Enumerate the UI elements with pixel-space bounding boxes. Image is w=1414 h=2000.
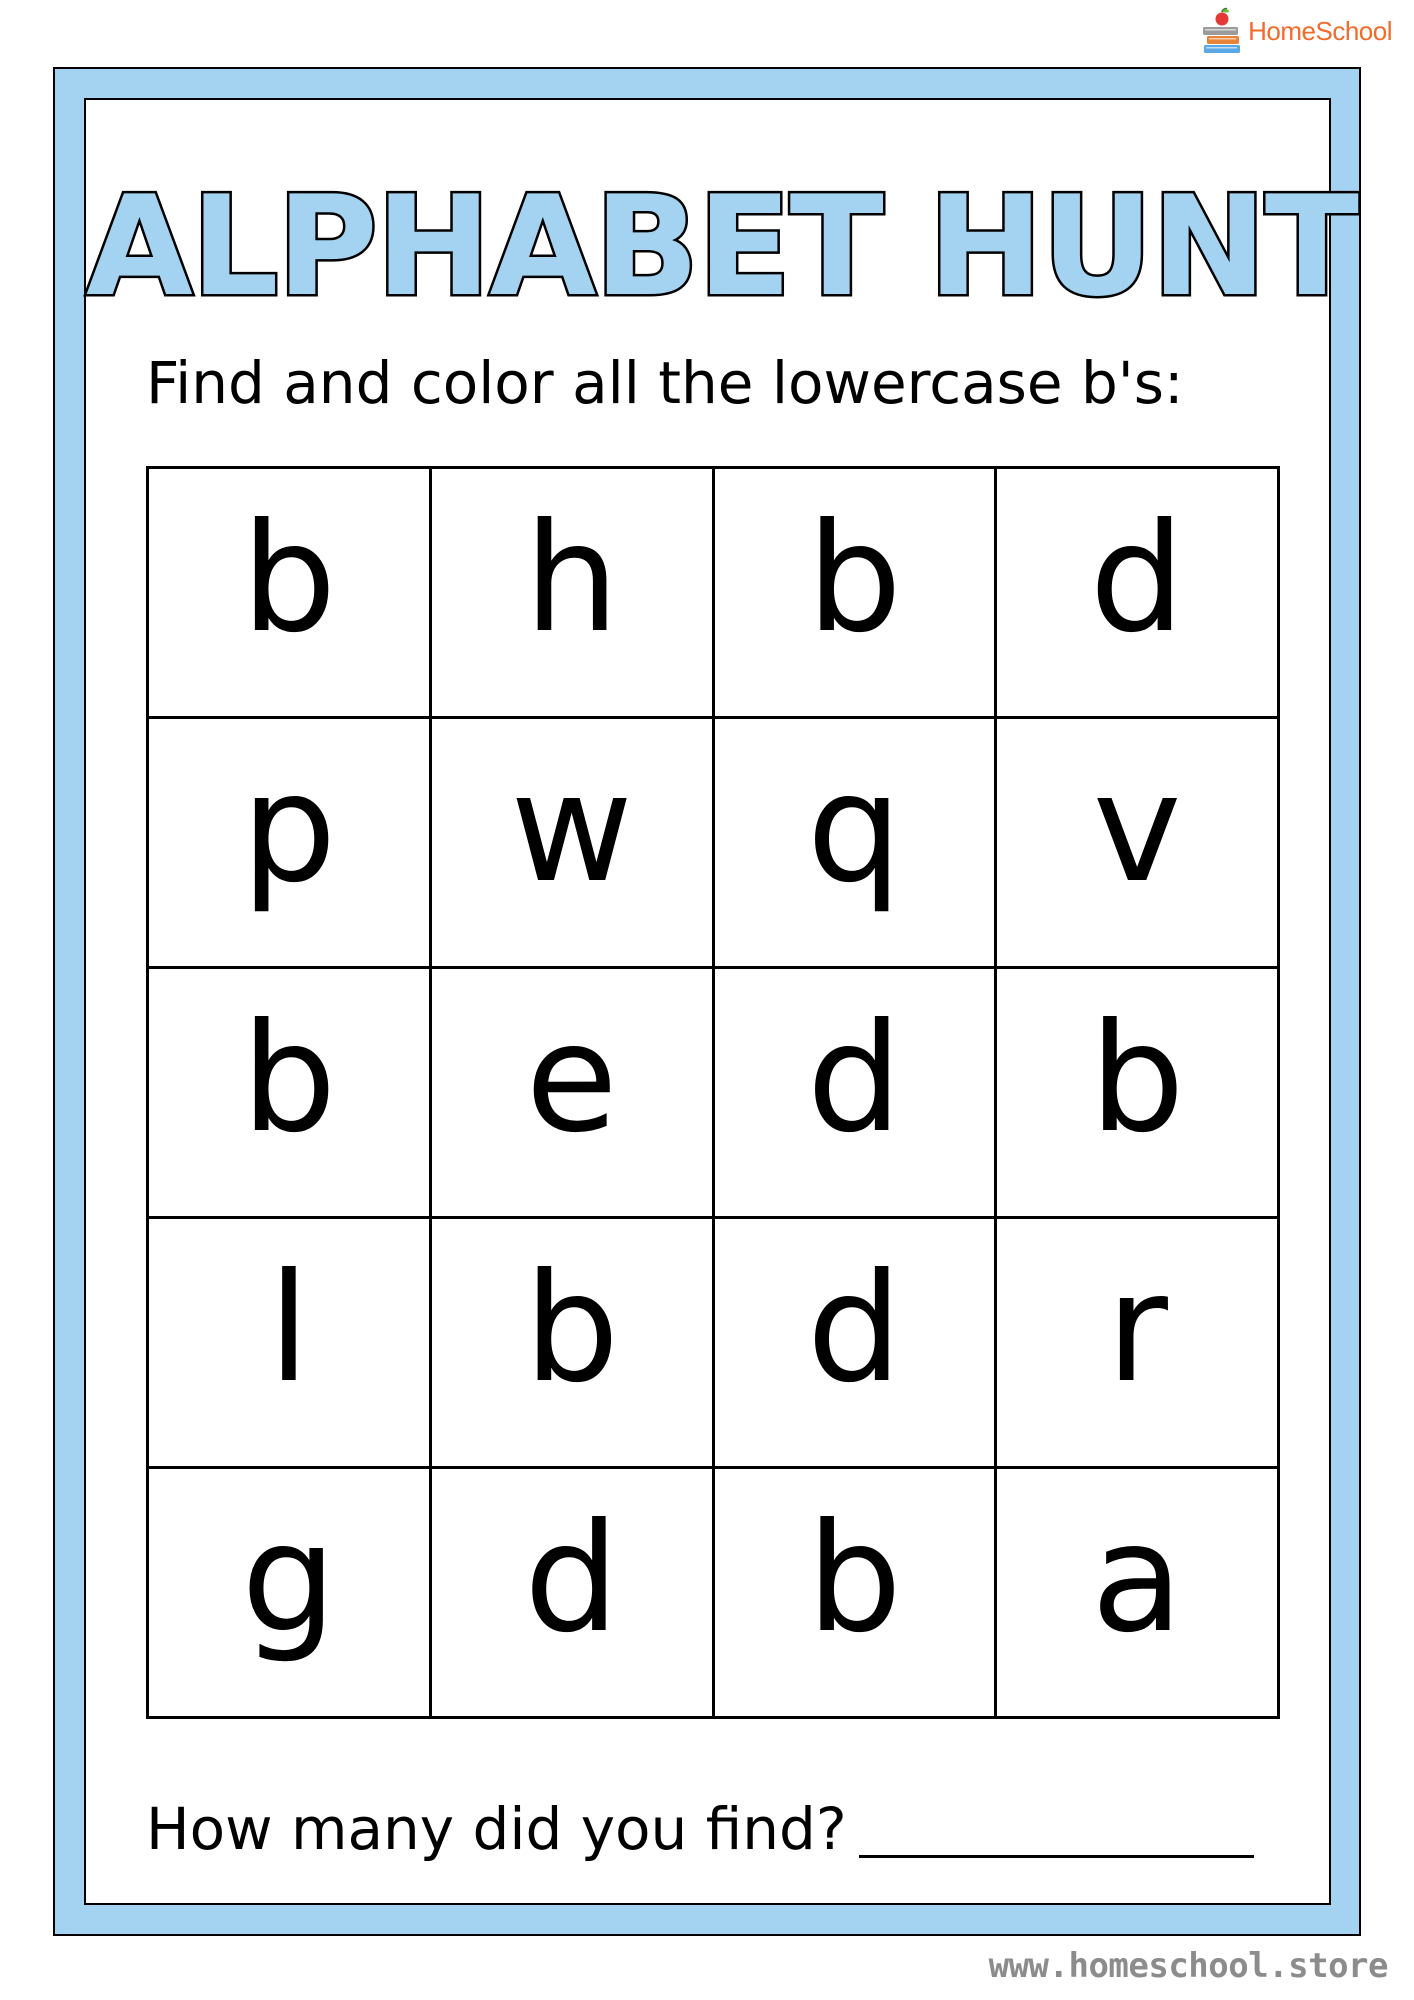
letter-cell[interactable]: b bbox=[715, 469, 998, 719]
letter-grid bbox=[146, 466, 1280, 1719]
letter-cell[interactable]: e bbox=[432, 969, 715, 1219]
letter-cell[interactable]: g bbox=[149, 1469, 432, 1719]
letter-cell[interactable]: d bbox=[715, 969, 998, 1219]
letter-cell[interactable]: d bbox=[432, 1469, 715, 1719]
letter-cell[interactable]: b bbox=[149, 969, 432, 1219]
worksheet-sheet bbox=[84, 98, 1357, 1905]
worksheet-frame bbox=[53, 67, 1361, 1936]
homeschool-logo bbox=[1200, 6, 1392, 56]
letter-cell[interactable]: b bbox=[715, 1469, 998, 1719]
instruction-text: Find and color all the lowercase b's: bbox=[146, 349, 1184, 417]
website-url: www.homeschool.store bbox=[988, 1946, 1388, 1986]
letter-cell[interactable]: a bbox=[997, 1469, 1280, 1719]
letter-cell[interactable]: w bbox=[432, 719, 715, 969]
answer-blank[interactable] bbox=[859, 1855, 1254, 1858]
letter-cell[interactable]: h bbox=[432, 469, 715, 719]
books-apple-icon bbox=[1200, 7, 1244, 55]
logo-text: HomeSchool bbox=[1248, 15, 1392, 46]
letter-cell[interactable]: v bbox=[997, 719, 1280, 969]
worksheet-title: ALPHABET HUNT bbox=[86, 166, 1357, 327]
letter-cell[interactable]: b bbox=[997, 969, 1280, 1219]
letter-cell[interactable]: b bbox=[149, 469, 432, 719]
letter-cell[interactable]: d bbox=[715, 1219, 998, 1469]
letter-cell[interactable]: p bbox=[149, 719, 432, 969]
letter-cell[interactable]: l bbox=[149, 1219, 432, 1469]
question-row bbox=[146, 1794, 1254, 1864]
letter-cell[interactable]: d bbox=[997, 469, 1280, 719]
letter-cell[interactable]: q bbox=[715, 719, 998, 969]
question-text: How many did you find? bbox=[146, 1795, 847, 1863]
letter-cell[interactable]: r bbox=[997, 1219, 1280, 1469]
letter-cell[interactable]: b bbox=[432, 1219, 715, 1469]
